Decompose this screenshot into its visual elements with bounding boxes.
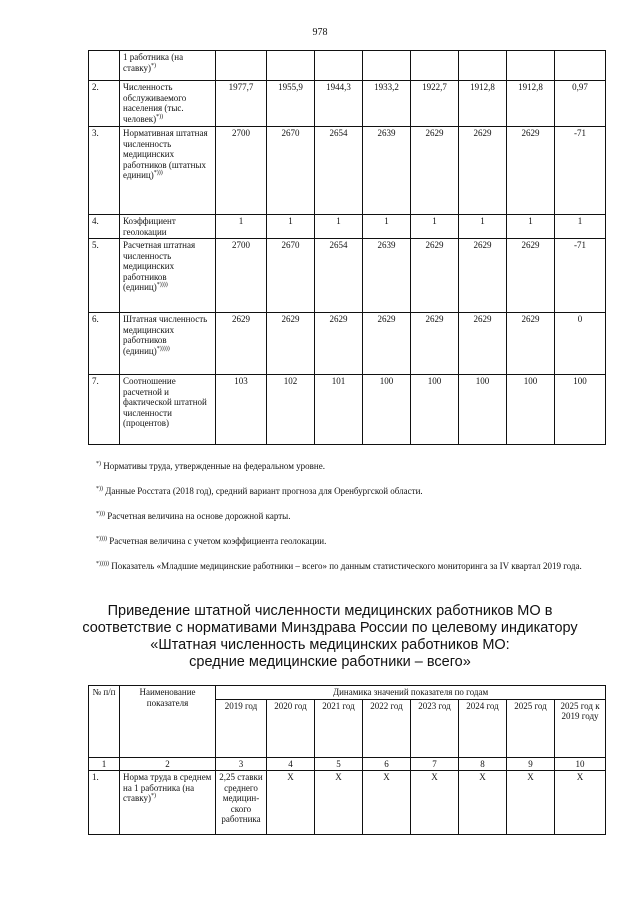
table-row bbox=[89, 51, 606, 81]
column-index: 3 bbox=[216, 757, 267, 771]
cell-value: 2629 bbox=[363, 313, 411, 375]
cell-value: X bbox=[267, 771, 315, 835]
section-heading bbox=[60, 603, 600, 671]
cell-value: 2629 bbox=[267, 313, 315, 375]
header-year: 2025 год bbox=[507, 699, 555, 757]
cell-value: X bbox=[363, 771, 411, 835]
cell-value: X bbox=[315, 771, 363, 835]
footnote-5: *))))) Показатель «Младшие медицинские работники – всего» по данным статистического мониторинга за IV квартал 2019 года. bbox=[96, 561, 582, 571]
header-year: 2024 год bbox=[459, 699, 507, 757]
cell-value: 1 bbox=[315, 215, 363, 239]
footnote-4: *)))) Расчетная величина с учетом коэффициента геолокации. bbox=[96, 536, 327, 546]
footnote-1: *) Нормативы труда, утвержденные на федеральном уровне. bbox=[96, 461, 325, 471]
cell-value: 2670 bbox=[267, 239, 315, 313]
cell-value: 2629 bbox=[459, 313, 507, 375]
heading-line-2: соответствие с нормативами Минздрава России по целевому индикатору bbox=[82, 620, 578, 636]
column-index: 7 bbox=[411, 757, 459, 771]
cell-value: 1922,7 bbox=[411, 81, 459, 127]
table-row bbox=[89, 81, 606, 127]
table-row bbox=[89, 313, 606, 375]
cell-value: 2670 bbox=[267, 127, 315, 215]
cell-value: 101 bbox=[315, 375, 363, 445]
footnote-3: *))) Расчетная величина на основе дорожной карты. bbox=[96, 511, 291, 521]
row-number: 1. bbox=[89, 771, 120, 835]
cell-value: -71 bbox=[555, 127, 606, 215]
table-row bbox=[89, 375, 606, 445]
header-year: 2021 год bbox=[315, 699, 363, 757]
header-row-1 bbox=[89, 686, 606, 700]
cell-value: 1 bbox=[363, 215, 411, 239]
cell-value: 2629 bbox=[411, 239, 459, 313]
header-dynamics: Динамика значений показателя по годам bbox=[216, 686, 606, 700]
row-name: Расчетная штатная численность медицинских работников (единиц)*)))) bbox=[120, 239, 216, 313]
column-index: 8 bbox=[459, 757, 507, 771]
row-number: 7. bbox=[89, 375, 120, 445]
row-number: 5. bbox=[89, 239, 120, 313]
cell-value: 100 bbox=[411, 375, 459, 445]
cell-value bbox=[315, 51, 363, 81]
row-number: 3. bbox=[89, 127, 120, 215]
table-row bbox=[89, 239, 606, 313]
cell-value: 100 bbox=[507, 375, 555, 445]
column-index: 4 bbox=[267, 757, 315, 771]
row-name: Соотношение расчетной и фактической штатной численности (процентов) bbox=[120, 375, 216, 445]
row-name: Нормативная штатная численность медицинских работников (штатных единиц)*))) bbox=[120, 127, 216, 215]
cell-value: 1 bbox=[267, 215, 315, 239]
cell-value: 100 bbox=[363, 375, 411, 445]
heading-line-3: «Штатная численность медицинских работников МО: bbox=[150, 637, 510, 653]
cell-value: 2639 bbox=[363, 239, 411, 313]
cell-value: 100 bbox=[555, 375, 606, 445]
page-number: 978 bbox=[312, 27, 328, 38]
cell-value: 2629 bbox=[411, 313, 459, 375]
heading-line-4: средние медицинские работники – всего» bbox=[189, 654, 471, 670]
cell-value: 2654 bbox=[315, 127, 363, 215]
cell-value: 102 bbox=[267, 375, 315, 445]
cell-value bbox=[216, 51, 267, 81]
row-number: 6. bbox=[89, 313, 120, 375]
cell-value: 1 bbox=[216, 215, 267, 239]
cell-value: 1933,2 bbox=[363, 81, 411, 127]
cell-value bbox=[555, 51, 606, 81]
header-year: 2023 год bbox=[411, 699, 459, 757]
cell-value bbox=[507, 51, 555, 81]
row-name: Коэффициент геолокации bbox=[120, 215, 216, 239]
staffing-table-middle bbox=[88, 685, 606, 835]
cell-value: 0 bbox=[555, 313, 606, 375]
header-year: 2020 год bbox=[267, 699, 315, 757]
cell-value: 2629 bbox=[507, 127, 555, 215]
row-name: Штатная численность медицинских работников (единиц)*))))) bbox=[120, 313, 216, 375]
cell-value bbox=[459, 51, 507, 81]
cell-value bbox=[267, 51, 315, 81]
cell-value: 1 bbox=[459, 215, 507, 239]
column-index: 6 bbox=[363, 757, 411, 771]
cell-value: 0,97 bbox=[555, 81, 606, 127]
cell-value: 2700 bbox=[216, 127, 267, 215]
cell-value: 2629 bbox=[216, 313, 267, 375]
footnote-2: *)) Данные Росстата (2018 год), средний вариант прогноза для Оренбургской области. bbox=[96, 486, 423, 496]
cell-value bbox=[411, 51, 459, 81]
staffing-table-junior bbox=[88, 50, 606, 445]
table-row bbox=[89, 215, 606, 239]
cell-value: 2629 bbox=[507, 239, 555, 313]
row-name: 1 работника (на ставку)*) bbox=[120, 51, 216, 81]
column-index: 2 bbox=[120, 757, 216, 771]
cell-value: 1 bbox=[411, 215, 459, 239]
index-row bbox=[89, 757, 606, 771]
cell-value: 1 bbox=[555, 215, 606, 239]
cell-value: 2639 bbox=[363, 127, 411, 215]
cell-value: 2629 bbox=[459, 127, 507, 215]
row-number: 2. bbox=[89, 81, 120, 127]
cell-value: 1977,7 bbox=[216, 81, 267, 127]
cell-value: X bbox=[555, 771, 606, 835]
column-index: 5 bbox=[315, 757, 363, 771]
header-num: № п/п bbox=[89, 686, 120, 758]
cell-value: 100 bbox=[459, 375, 507, 445]
row-number bbox=[89, 51, 120, 81]
cell-value: 1 bbox=[507, 215, 555, 239]
header-name: Наименование показателя bbox=[120, 686, 216, 758]
header-year: 2022 год bbox=[363, 699, 411, 757]
cell-value: X bbox=[507, 771, 555, 835]
row-name: Норма труда в среднем на 1 работника (на ставку)*) bbox=[120, 771, 216, 835]
cell-value: X bbox=[459, 771, 507, 835]
cell-value bbox=[363, 51, 411, 81]
cell-value: 2629 bbox=[315, 313, 363, 375]
cell-value: X bbox=[411, 771, 459, 835]
row-name: Численность обслуживаемого населения (тыс. человек)*)) bbox=[120, 81, 216, 127]
heading-line-1: Приведение штатной численности медицинских работников МО в bbox=[107, 603, 553, 619]
cell-value: 1912,8 bbox=[459, 81, 507, 127]
row-number: 4. bbox=[89, 215, 120, 239]
header-year: 2019 год bbox=[216, 699, 267, 757]
column-index: 1 bbox=[89, 757, 120, 771]
cell-value: 1944,3 bbox=[315, 81, 363, 127]
cell-value: 2654 bbox=[315, 239, 363, 313]
cell-value: 2700 bbox=[216, 239, 267, 313]
cell-value: -71 bbox=[555, 239, 606, 313]
cell-value: 2629 bbox=[459, 239, 507, 313]
cell-value: 103 bbox=[216, 375, 267, 445]
cell-value: 1955,9 bbox=[267, 81, 315, 127]
cell-value: 2,25 ставки среднего медицин-ского работника bbox=[216, 771, 267, 835]
header-year: 2025 год к 2019 году bbox=[555, 699, 606, 757]
table-row bbox=[89, 771, 606, 835]
table-row bbox=[89, 127, 606, 215]
cell-value: 2629 bbox=[507, 313, 555, 375]
cell-value: 1912,8 bbox=[507, 81, 555, 127]
column-index: 10 bbox=[555, 757, 606, 771]
cell-value: 2629 bbox=[411, 127, 459, 215]
column-index: 9 bbox=[507, 757, 555, 771]
